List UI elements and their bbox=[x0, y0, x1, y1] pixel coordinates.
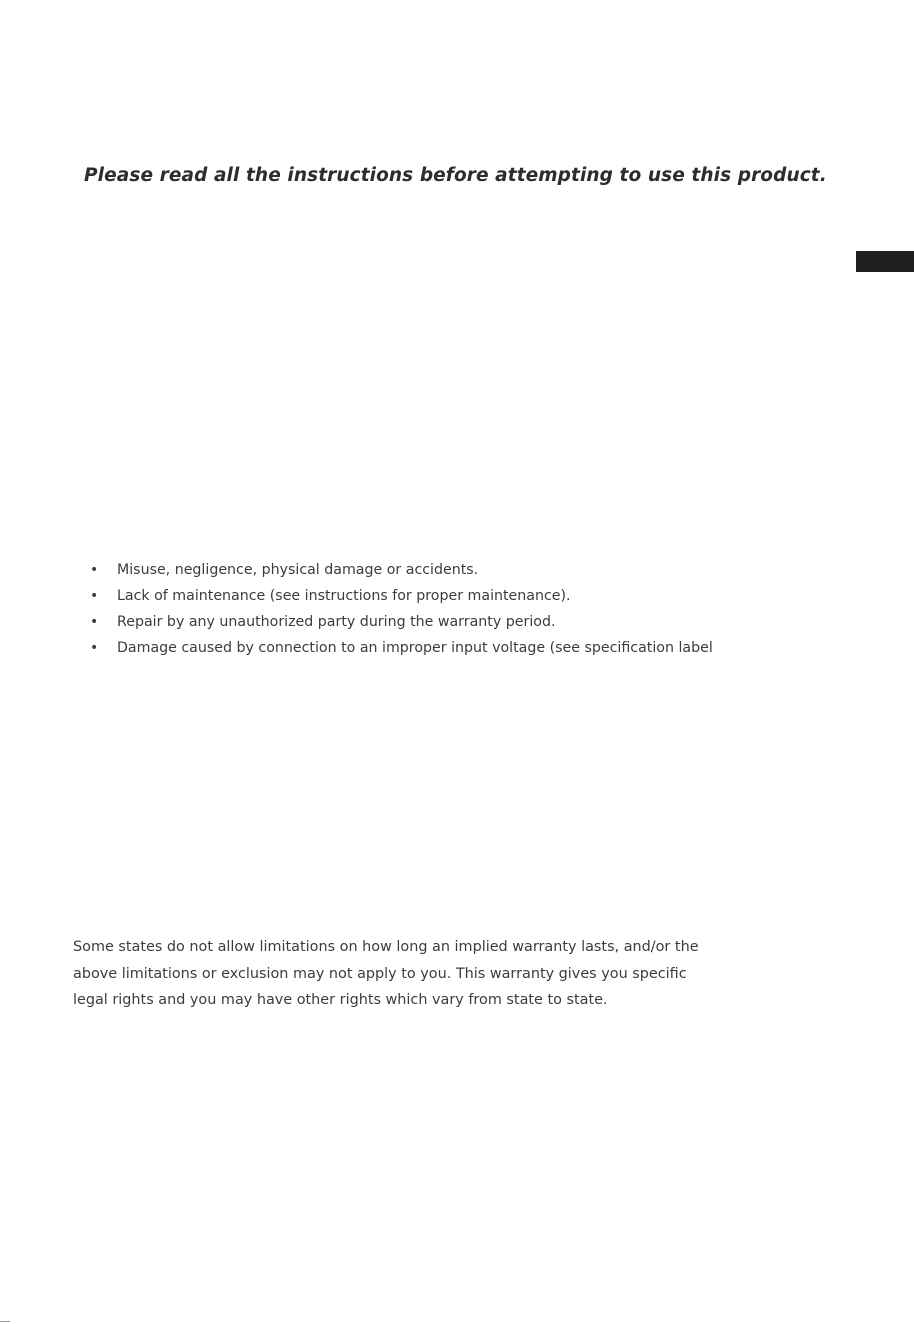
paragraph-line: above limitations or exclusion may not apply to you. This warranty gives you specific bbox=[73, 965, 687, 982]
bullet-icon: • bbox=[90, 562, 99, 578]
list-item-text: Lack of maintenance (see instructions for proper maintenance). bbox=[117, 588, 571, 604]
warranty-exclusions-list bbox=[90, 557, 890, 661]
instructions-heading: Please read all the instructions before attempting to use this product. bbox=[84, 165, 827, 186]
list-item bbox=[90, 583, 890, 609]
bullet-icon: • bbox=[90, 614, 99, 630]
list-item bbox=[90, 609, 890, 635]
list-item-text: Misuse, negligence, physical damage or accidents. bbox=[117, 562, 479, 578]
bullet-icon: • bbox=[90, 588, 99, 604]
bullet-icon: • bbox=[90, 640, 99, 656]
page-edge-mark bbox=[0, 1321, 10, 1322]
section-edge-tab bbox=[856, 251, 914, 272]
paragraph-line: Some states do not allow limitations on how long an implied warranty lasts, and/or the bbox=[73, 939, 699, 955]
list-item-text: Damage caused by connection to an improper input voltage (see specification label bbox=[117, 640, 713, 656]
paragraph-line: legal rights and you may have other rights which vary from state to state. bbox=[73, 992, 608, 1008]
list-item-text: Repair by any unauthorized party during the warranty period. bbox=[117, 614, 556, 630]
list-item bbox=[90, 557, 890, 583]
state-rights-paragraph bbox=[73, 934, 863, 1014]
list-item bbox=[90, 635, 890, 661]
